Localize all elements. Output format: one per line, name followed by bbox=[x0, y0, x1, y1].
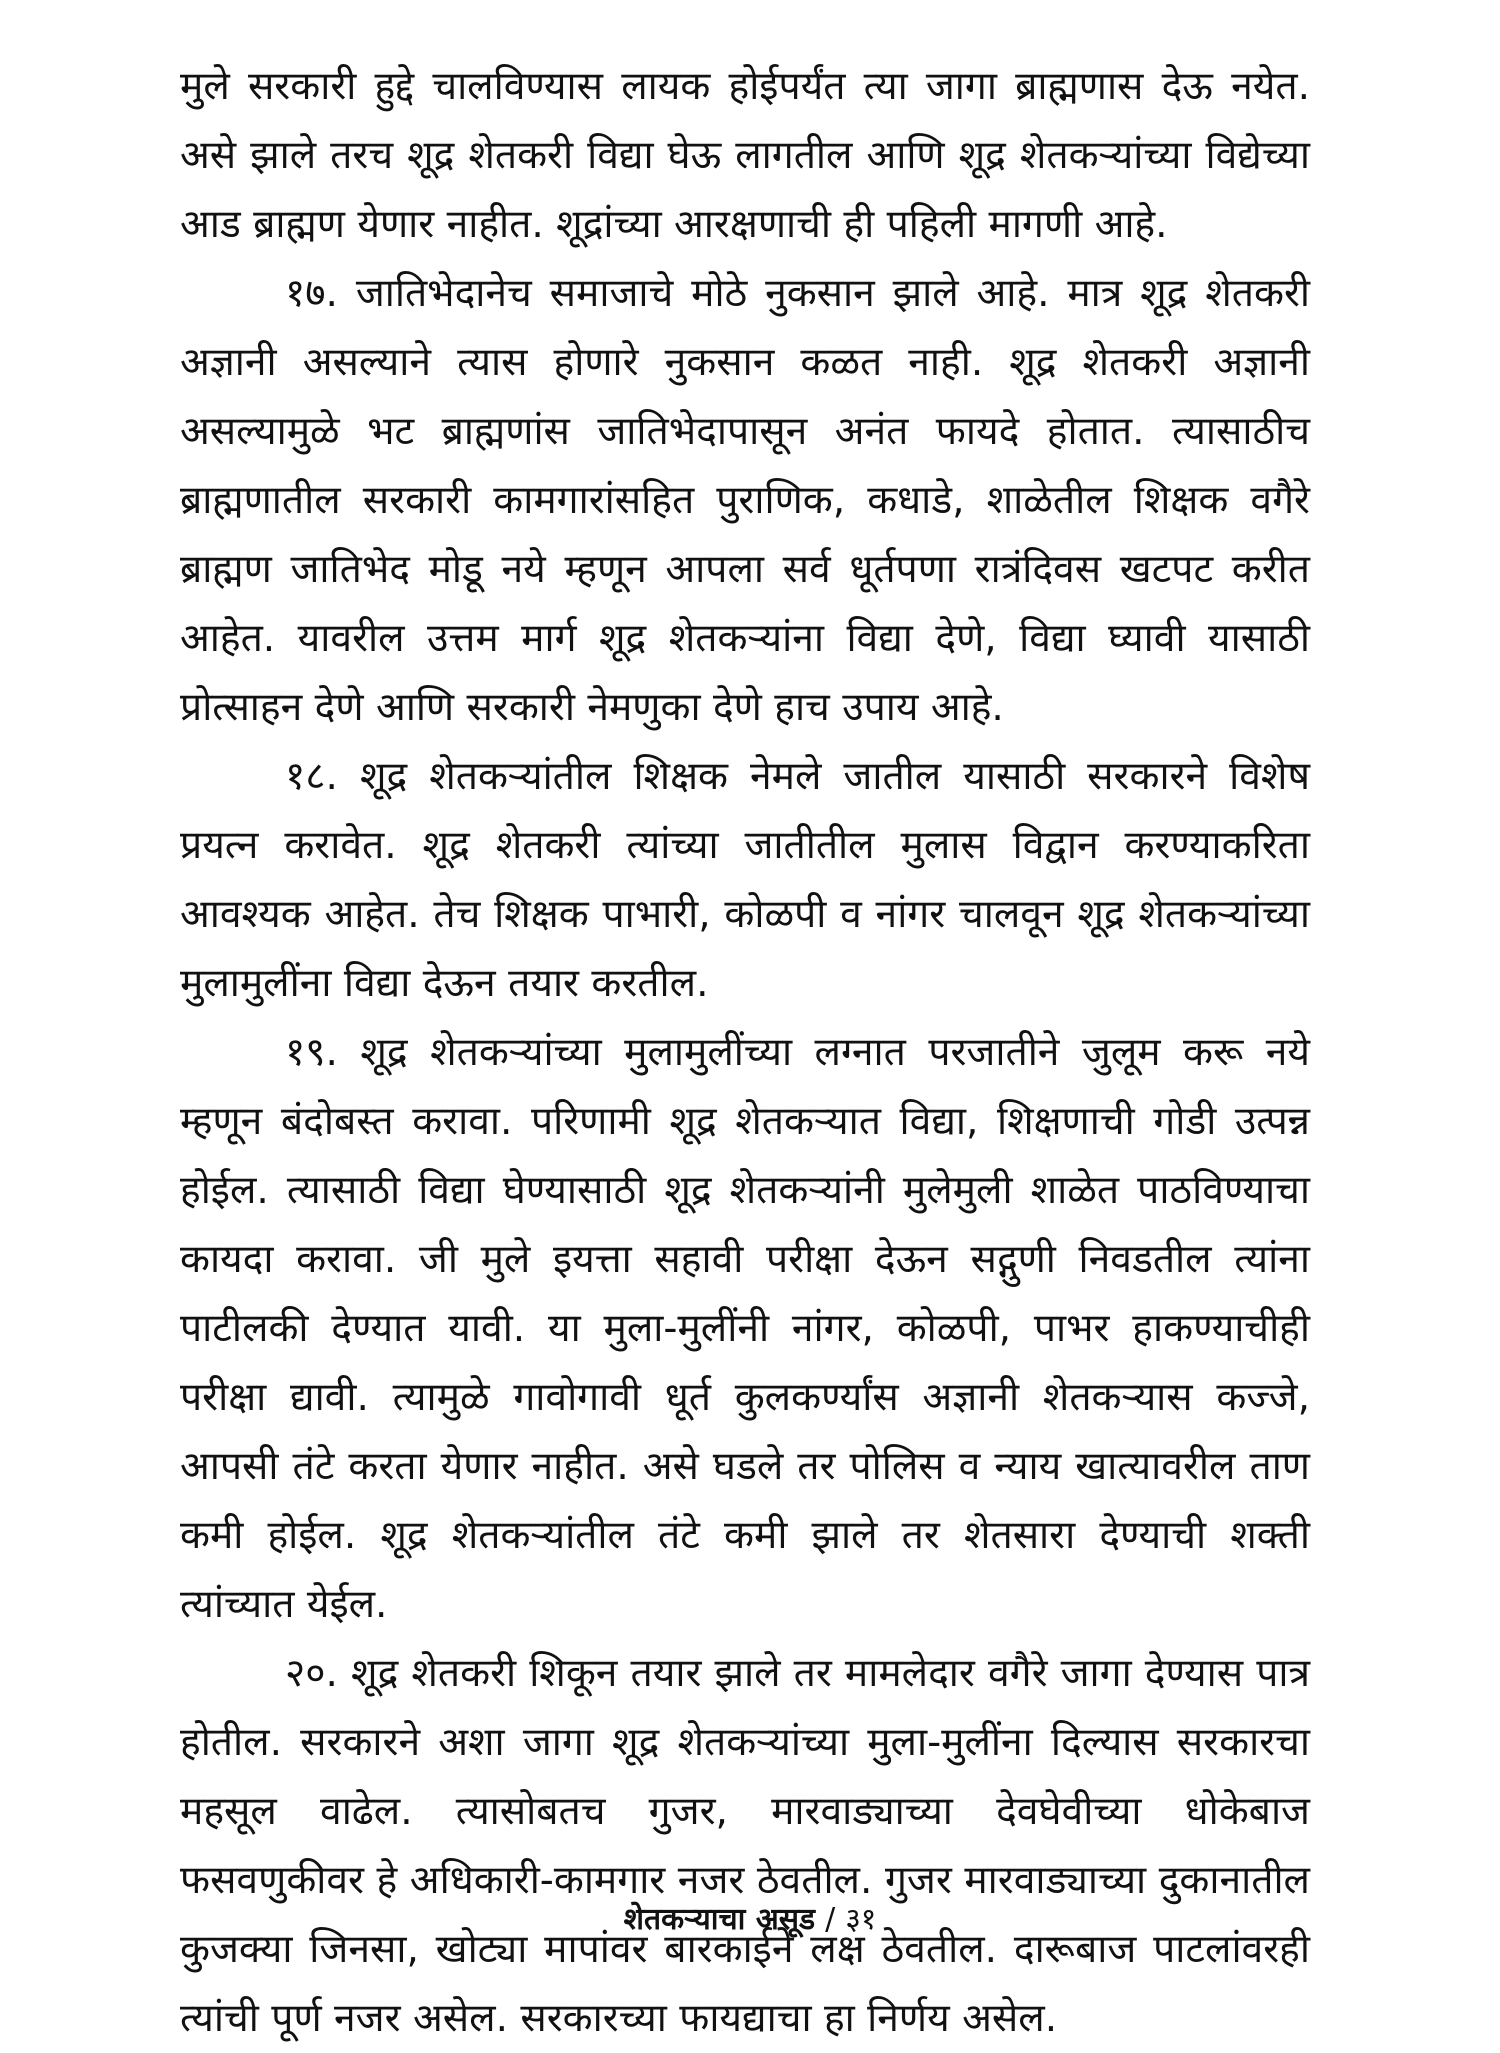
paragraph-20: २०. शूद्र शेतकरी शिकून तयार झाले तर मामलेदार वगैरे जागा देण्यास पात्र होतील. सरकारने अशा जागा शूद्र शेतकऱ्यांच्या मुला-मुलींना दिल्यास सरकारचा महसूल वाढेल. त्यासोबतच गुजर, मारवाड्याच्या देवघेवीच्या धोकेबाज फसवणुकीवर हे अधिकारी-कामगार नजर ठेवतील. गुजर मारवाड्याच्या दुकानातील कुजक्या जिनसा, खोट्या मापांवर बारकाईने लक्ष ठेवतील. दारूबाज पाटलांवरही त्यांची पूर्ण नजर असेल. सरकारच्या फायद्याचा हा निर्णय असेल. bbox=[180, 1651, 1310, 2041]
footer-book-title: शेतकऱ्याचा असूड bbox=[623, 1902, 816, 1937]
paragraph-continuation: मुले सरकारी हुद्दे चालविण्यास लायक होईपर्यंत त्या जागा ब्राह्मणास देऊ नयेत. असे झाले तरच शूद्र शेतकरी विद्या घेऊ लागतील आणि शूद्र शेतकऱ्यांच्या विद्येच्या आड ब्राह्मण येणार नाहीत. शूद्रांच्या आरक्षणाची ही पहिली मागणी आहे. bbox=[180, 64, 1310, 247]
page-footer bbox=[0, 1900, 1500, 1940]
page-number: ३१ bbox=[845, 1902, 877, 1937]
paragraph-18: १८. शूद्र शेतकऱ्यांतील शिक्षक नेमले जातील यासाठी सरकारने विशेष प्रयत्न करावेत. शूद्र शेतकरी त्यांच्या जातीतील मुलास विद्वान करण्याकरिता आवश्यक आहेत. तेच शिक्षक पाभारी, कोळपी व नांगर चालवून शूद्र शेतकऱ्यांच्या मुलामुलींना विद्या देऊन तयार करतील. bbox=[180, 754, 1310, 1006]
paragraph-17: १७. जातिभेदानेच समाजाचे मोठे नुकसान झाले आहे. मात्र शूद्र शेतकरी अज्ञानी असल्याने त्यास होणारे नुकसान कळत नाही. शूद्र शेतकरी अज्ञानी असल्यामुळे भट ब्राह्मणांस जातिभेदापासून अनंत फायदे होतात. त्यासाठीच ब्राह्मणातील सरकारी कामगारांसहित पुराणिक, कधाडे, शाळेतील शिक्षक वगैरे ब्राह्मण जातिभेद मोडू नये म्हणून आपला सर्व धूर्तपणा रात्रंदिवस खटपट करीत आहेत. यावरील उत्तम मार्ग शूद्र शेतकऱ्यांना विद्या देणे, विद्या घ्यावी यासाठी प्रोत्साहन देणे आणि सरकारी नेमणुका देणे हाच उपाय आहे. bbox=[180, 271, 1310, 730]
footer-separator: / bbox=[825, 1902, 836, 1937]
page-body bbox=[180, 52, 1310, 2053]
paragraph-19: १९. शूद्र शेतकऱ्यांच्या मुलामुलींच्या लग्नात परजातीने जुलूम करू नये म्हणून बंदोबस्त करावा. परिणामी शूद्र शेतकऱ्यात विद्या, शिक्षणाची गोडी उत्पन्न होईल. त्यासाठी विद्या घेण्यासाठी शूद्र शेतकऱ्यांनी मुलेमुली शाळेत पाठविण्याचा कायदा करावा. जी मुले इयत्ता सहावी परीक्षा देऊन सद्गुणी निवडतील त्यांना पाटीलकी देण्यात यावी. या मुला-मुलींनी नांगर, कोळपी, पाभर हाकण्याचीही परीक्षा द्यावी. त्यामुळे गावोगावी धूर्त कुलकर्ण्यांस अज्ञानी शेतकऱ्यास कज्जे, आपसी तंटे करता येणार नाहीत. असे घडले तर पोलिस व न्याय खात्यावरील ताण कमी होईल. शूद्र शेतकऱ्यांतील तंटे कमी झाले तर शेतसारा देण्याची शक्ती त्यांच्यात येईल. bbox=[180, 1030, 1310, 1627]
